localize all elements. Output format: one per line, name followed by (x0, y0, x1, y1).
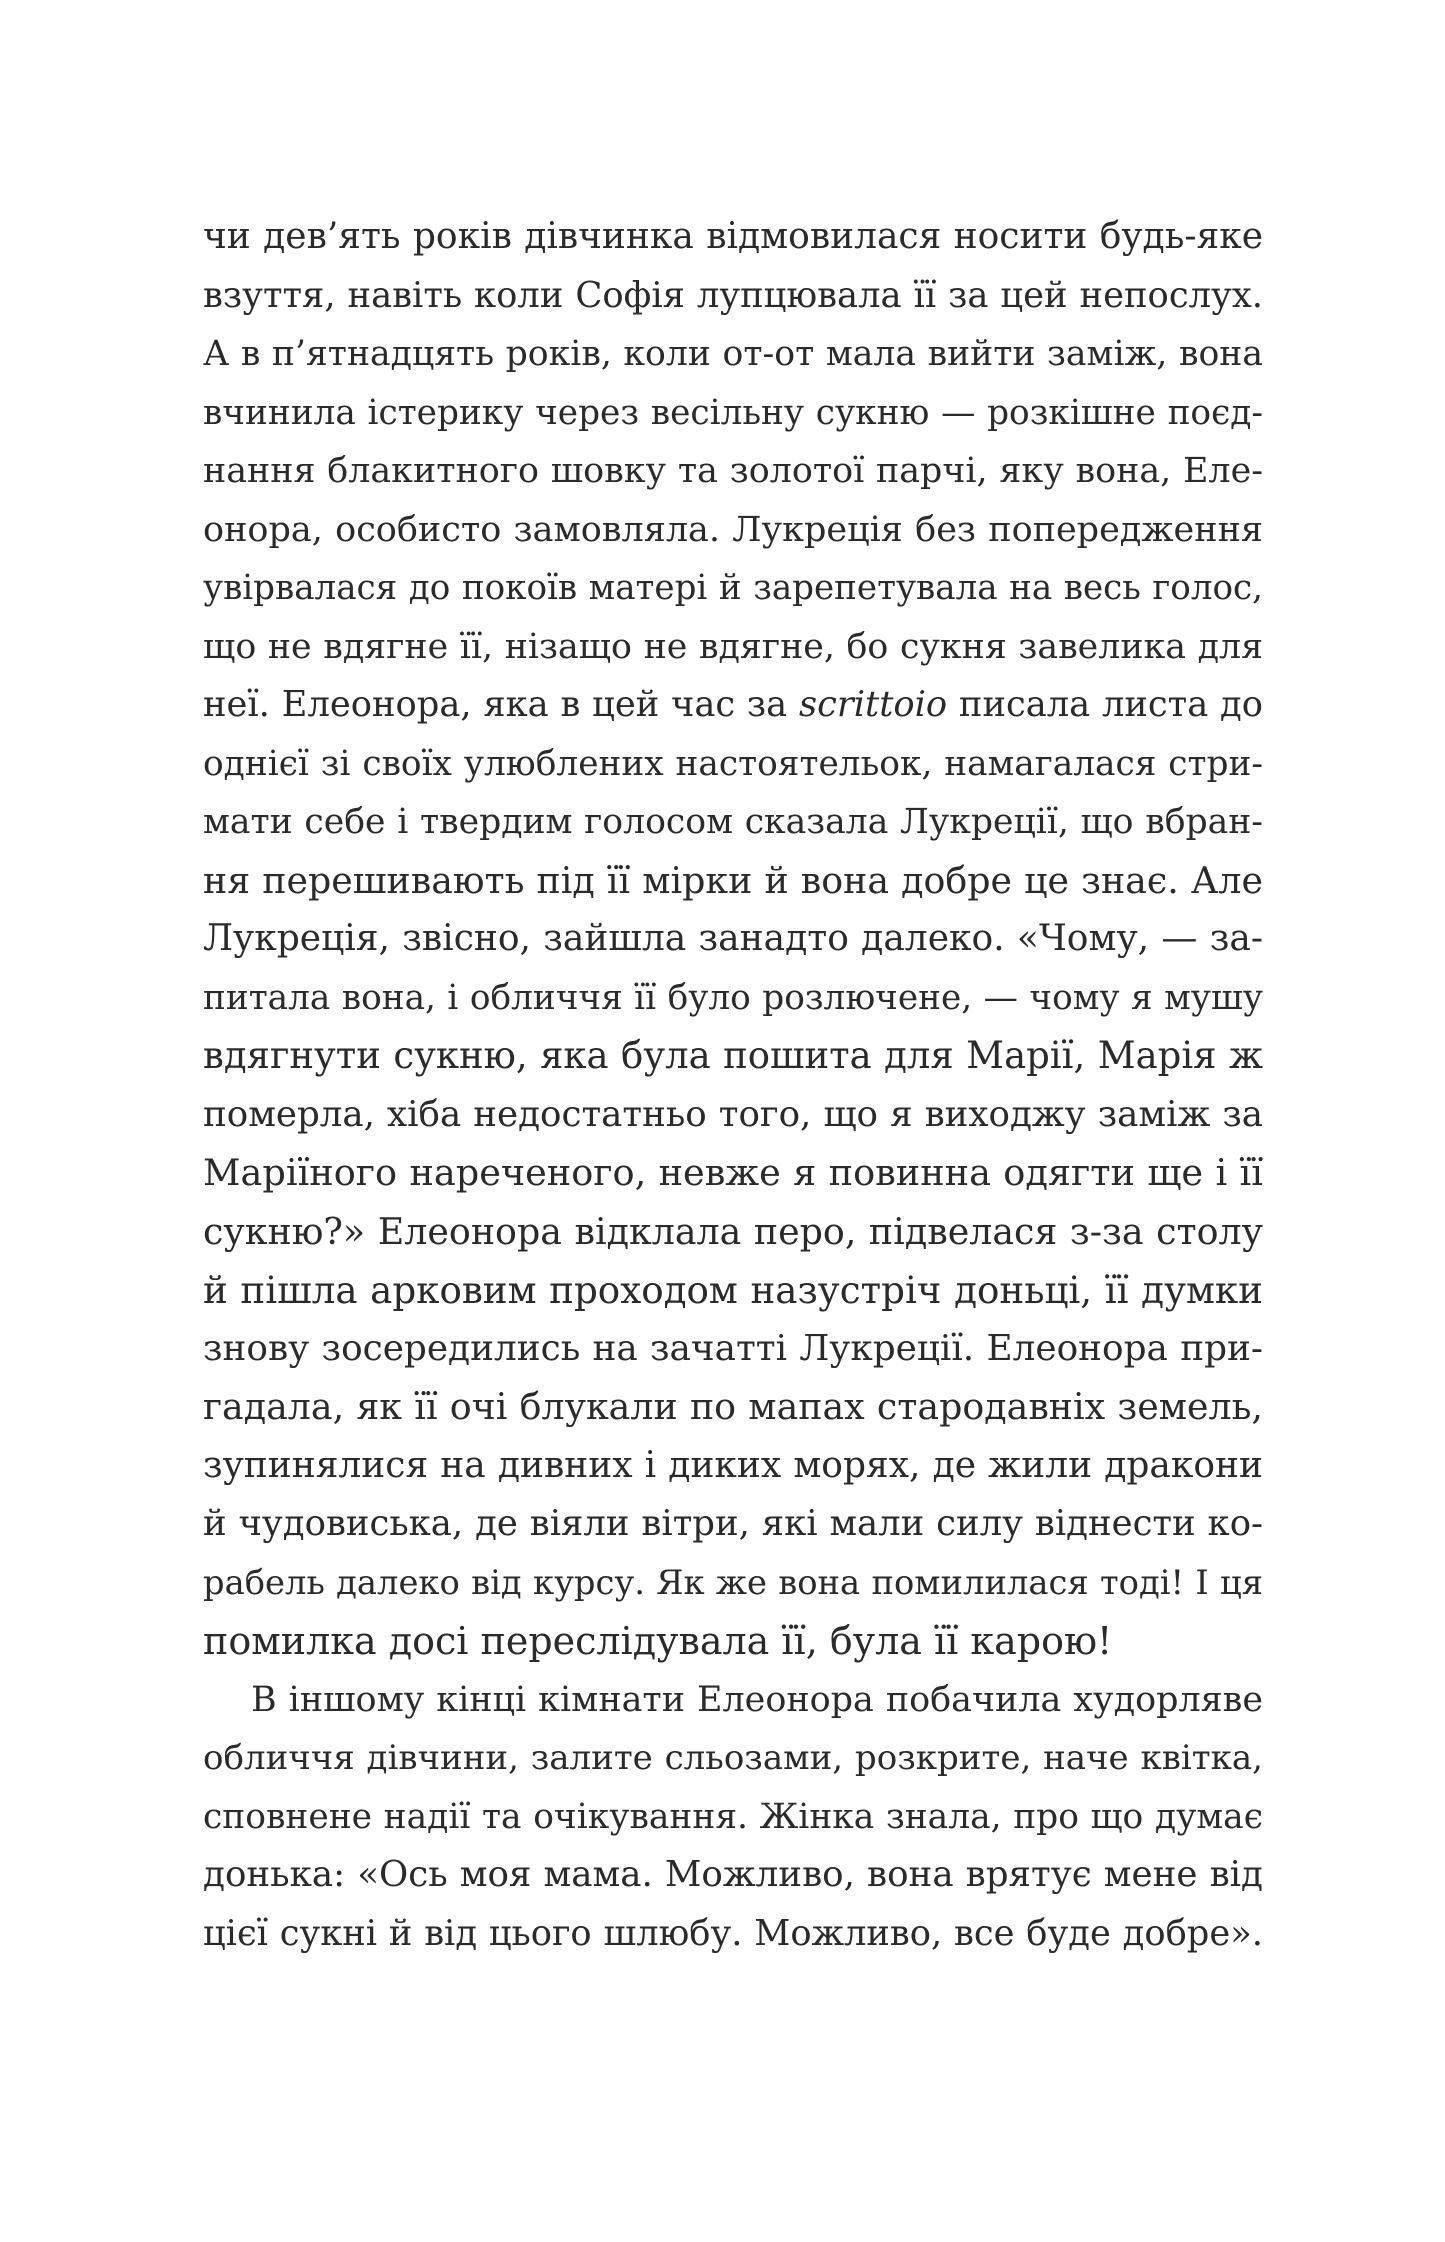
text-line: ня перешивають під її мірки й вона добре це знає. Але (203, 858, 1263, 902)
text-line: Маріїного нареченого, невже я повинна одягти ще і її (203, 1151, 1263, 1194)
text-line: сукню?» Елеонора відклала перо, підвелася з-за столу (203, 1209, 1263, 1253)
text-line: В іншому кінці кімнати Елеонора побачила худорляве (251, 1679, 1263, 1720)
paragraph-1 (203, 208, 1263, 1671)
text-line: нання блакитного шовку та золотої парчі, яку вона, Еле- (203, 451, 1263, 491)
text-segment: неї. Елеонора, яка в цей час за (203, 684, 799, 725)
text-line: помилка досі переслідувала її, була її карою! (203, 1619, 1113, 1663)
text-line: рабель далеко від курсу. Як же вона помилилася тоді! І ця (203, 1562, 1263, 1602)
text-line: онора, особисто замовляла. Лукреція без попередження (203, 509, 1263, 550)
text-line: мати себе і твердим голосом сказала Лукреції, що вбран- (203, 802, 1263, 842)
text-line: вдягнути сукню, яка була пошита для Марії, Марія ж (203, 1034, 1263, 1077)
text-line: й чудовиська, де віяли вітри, які мали силу віднести ко- (203, 1503, 1263, 1544)
body-text (203, 208, 1263, 1963)
text-line: чи дев’ять років дівчинка відмовилася носити будь-яке (203, 216, 1263, 257)
text-line: обличчя дівчини, залите сльозами, розкрите, наче квітка, (203, 1738, 1263, 1778)
text-line: й пішла арковим проходом назустріч доньці, її думки (203, 1268, 1263, 1312)
text-line: взуття, навіть коли Софія лупцювала її за цей непослух. (203, 274, 1263, 316)
text-line: донька: «Ось моя мама. Можливо, вона врятує мене від (203, 1854, 1263, 1895)
text-line: питала вона, і обличчя її було розлючене, — чому я мушу (203, 977, 1263, 1018)
text-line: знову зосередились на зачатті Лукреції. Елеонора при- (203, 1327, 1263, 1369)
text-line: А в п’ятнадцять років, коли от-от мала вийти заміж, вона (203, 334, 1263, 374)
text-line: що не вдягне її, нізащо не вдягне, бо сукня завелика для (203, 626, 1263, 667)
text-line: гадала, як її очі блукали по мапах стародавніх земель, (203, 1385, 1263, 1428)
text-segment: писала листа до (947, 684, 1263, 725)
text-line: померла, хіба недостатньо того, що я виходжу заміж за (203, 1093, 1263, 1135)
text-line: однієї зі своїх улюблених настоятельок, намагалася стри- (203, 743, 1263, 784)
text-line: сповнене надії та очікування. Жінка знала, про що думає (203, 1796, 1263, 1837)
paragraph-2 (203, 1671, 1263, 1964)
text-line: вчинила істерику через весільну сукню — розкішне поєд- (203, 392, 1263, 433)
text-line (203, 676, 1263, 735)
text-line: цієї сукні й від цього шлюбу. Можливо, все буде добре». (203, 1912, 1263, 1954)
italic-term: scrittoio (799, 684, 948, 725)
text-line: зупинялися на дивних і диких морях, де жили дракони (203, 1444, 1263, 1486)
text-line: увірвалася до покоїв матері й зарепетувала на весь голос, (203, 568, 1263, 608)
text-line: Лукреція, звісно, зайшла занадто далеко. «Чому, — за- (203, 918, 1263, 959)
